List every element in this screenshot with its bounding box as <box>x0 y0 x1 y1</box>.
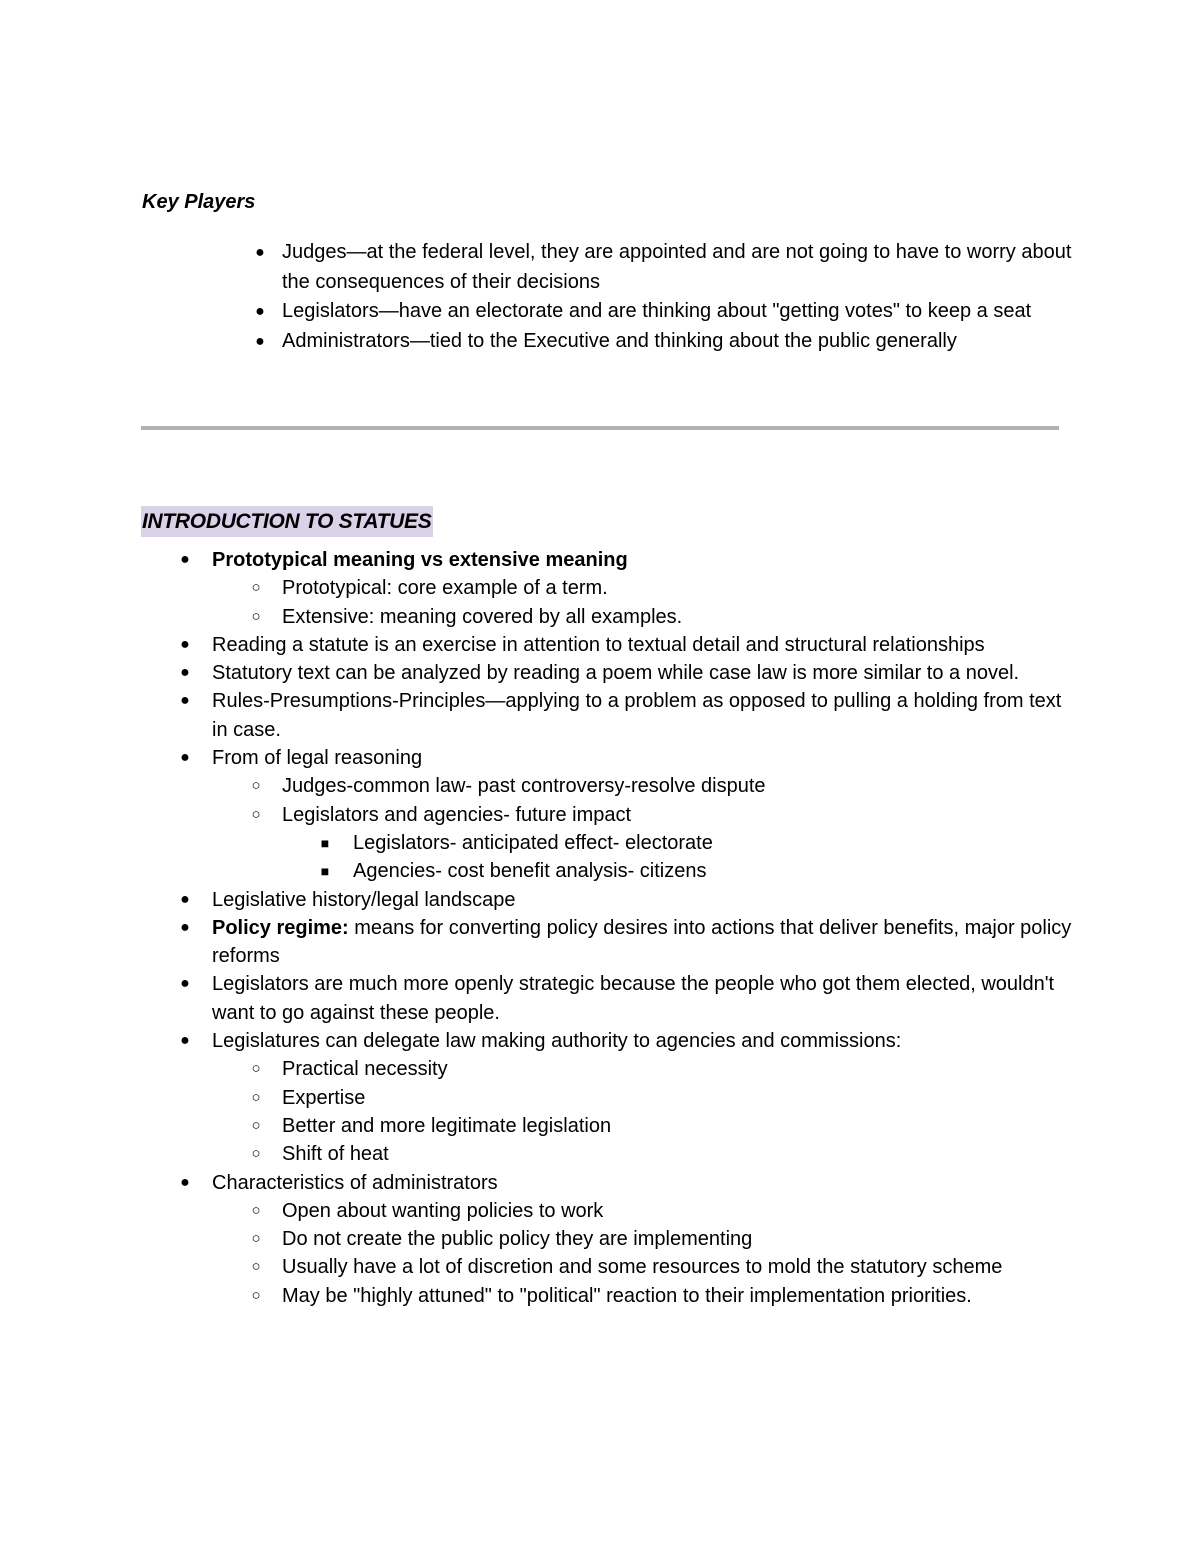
list-item-text: Better and more legitimate legislation <box>282 1114 612 1137</box>
list-item <box>142 1027 1072 1055</box>
bullet-icon: ○ <box>251 579 261 597</box>
bullet-icon: ● <box>180 749 190 767</box>
key-players-heading: Key Players <box>142 191 256 213</box>
bullet-icon: ○ <box>251 777 261 795</box>
list-item-text: Extensive: meaning covered by all examples. <box>282 605 683 628</box>
list-item-text: May be "highly attuned" to "political" reaction to their implementation priorities. <box>282 1284 972 1307</box>
bullet-icon: ○ <box>251 805 261 823</box>
bullet-icon: ■ <box>320 863 330 880</box>
list-item-text: Judges—at the federal level, they are appointed and are not going to have to worry about the consequences of their decisions <box>282 241 1072 293</box>
bullet-icon: ● <box>255 303 265 320</box>
list-item-text: Open about wanting policies to work <box>282 1199 604 1222</box>
bullet-icon: ○ <box>251 1145 261 1163</box>
list-item <box>142 603 1072 631</box>
bullet-icon: ○ <box>251 607 261 625</box>
list-item <box>142 744 1072 772</box>
list-item-text: Legislators—have an electorate and are thinking about "getting votes" to keep a seat <box>282 300 1032 322</box>
bullet-icon: ● <box>180 918 190 936</box>
list-item <box>142 772 1072 800</box>
list-item-text: Shift of heat <box>282 1143 389 1166</box>
bullet-icon: ○ <box>251 1201 261 1219</box>
list-item <box>142 327 1072 357</box>
list-item-text: Do not create the public policy they are implementing <box>282 1228 753 1251</box>
bullet-icon: ○ <box>251 1060 261 1078</box>
bullet-icon: ● <box>255 244 265 261</box>
list-item <box>142 1140 1072 1168</box>
list-item-bold-text: Prototypical meaning vs extensive meaning <box>212 549 628 571</box>
bullet-icon: ● <box>180 890 190 908</box>
bullet-icon: ○ <box>251 1258 261 1276</box>
list-item-text: Legislators and agencies- future impact <box>282 803 632 826</box>
list-item-text: Judges-common law- past controversy-resolve dispute <box>282 775 766 798</box>
bullet-icon: ● <box>180 1032 190 1050</box>
list-item-text: Characteristics of administrators <box>212 1171 498 1194</box>
bullet-icon: ● <box>255 332 265 350</box>
list-item-text: Practical necessity <box>282 1058 448 1081</box>
list-item <box>142 1084 1072 1112</box>
list-item <box>142 801 1072 829</box>
list-item <box>142 1169 1072 1197</box>
list-item-text: means for converting policy desires into actions that deliver benefits, major policy reforms <box>212 916 1072 968</box>
list-item-text: Legislatures can delegate law making authority to agencies and commissions: <box>212 1030 902 1053</box>
list-item <box>142 829 1072 857</box>
bullet-icon: ○ <box>251 1286 261 1304</box>
bullet-icon: ○ <box>251 1116 261 1134</box>
list-item-text: Legislative history/legal landscape <box>212 888 516 911</box>
list-item <box>142 1282 1072 1310</box>
list-item <box>142 238 1072 297</box>
horizontal-rule <box>141 426 1059 430</box>
list-item-text: Expertise <box>282 1086 366 1109</box>
list-item-text: Rules-Presumptions-Principles—applying to a problem as opposed to pulling a holding from text in case. <box>212 690 1062 741</box>
list-item-text: Prototypical: core example of a term. <box>282 577 608 600</box>
list-item <box>142 970 1072 1027</box>
bullet-icon: ○ <box>251 1088 261 1106</box>
list-item <box>142 1055 1072 1083</box>
list-item <box>142 1112 1072 1140</box>
list-item-text: Usually have a lot of discretion and some resources to mold the statutory scheme <box>282 1256 1003 1279</box>
list-item-text: Legislators- anticipated effect- electorate <box>353 831 713 854</box>
bullet-icon: ○ <box>251 1230 261 1248</box>
list-item-text: Agencies- cost benefit analysis- citizens <box>353 860 707 883</box>
list-item <box>142 1197 1072 1225</box>
bullet-icon: ■ <box>320 834 330 851</box>
intro-heading: INTRODUCTION TO STATUES <box>141 506 433 537</box>
list-item-text: From of legal reasoning <box>212 747 423 770</box>
bullet-icon: ● <box>180 664 190 682</box>
bullet-icon: ● <box>180 975 190 993</box>
key-players-list <box>142 238 1072 356</box>
list-item <box>142 857 1072 885</box>
list-item-bold-text: Policy regime: <box>212 916 349 939</box>
list-item <box>142 546 1072 574</box>
list-item <box>142 914 1072 971</box>
intro-list <box>142 546 1072 1310</box>
list-item <box>142 659 1072 687</box>
list-item <box>142 1225 1072 1253</box>
list-item-text: Legislators are much more openly strategic because the people who got them elected, wouldn't want to go against these people. <box>212 973 1055 1024</box>
list-item <box>142 297 1072 327</box>
list-item-text: Reading a statute is an exercise in attention to textual detail and structural relationships <box>212 633 985 656</box>
list-item <box>142 574 1072 602</box>
bullet-icon: ● <box>180 635 190 653</box>
list-item-text: Statutory text can be analyzed by reading a poem while case law is more similar to a novel. <box>212 662 1020 685</box>
bullet-icon: ● <box>180 692 190 710</box>
bullet-icon: ● <box>180 551 190 568</box>
list-item <box>142 631 1072 659</box>
list-item <box>142 1253 1072 1281</box>
bullet-icon: ● <box>180 1173 190 1191</box>
list-item <box>142 886 1072 914</box>
list-item <box>142 687 1072 744</box>
list-item-text: Administrators—tied to the Executive and thinking about the public generally <box>282 329 957 352</box>
